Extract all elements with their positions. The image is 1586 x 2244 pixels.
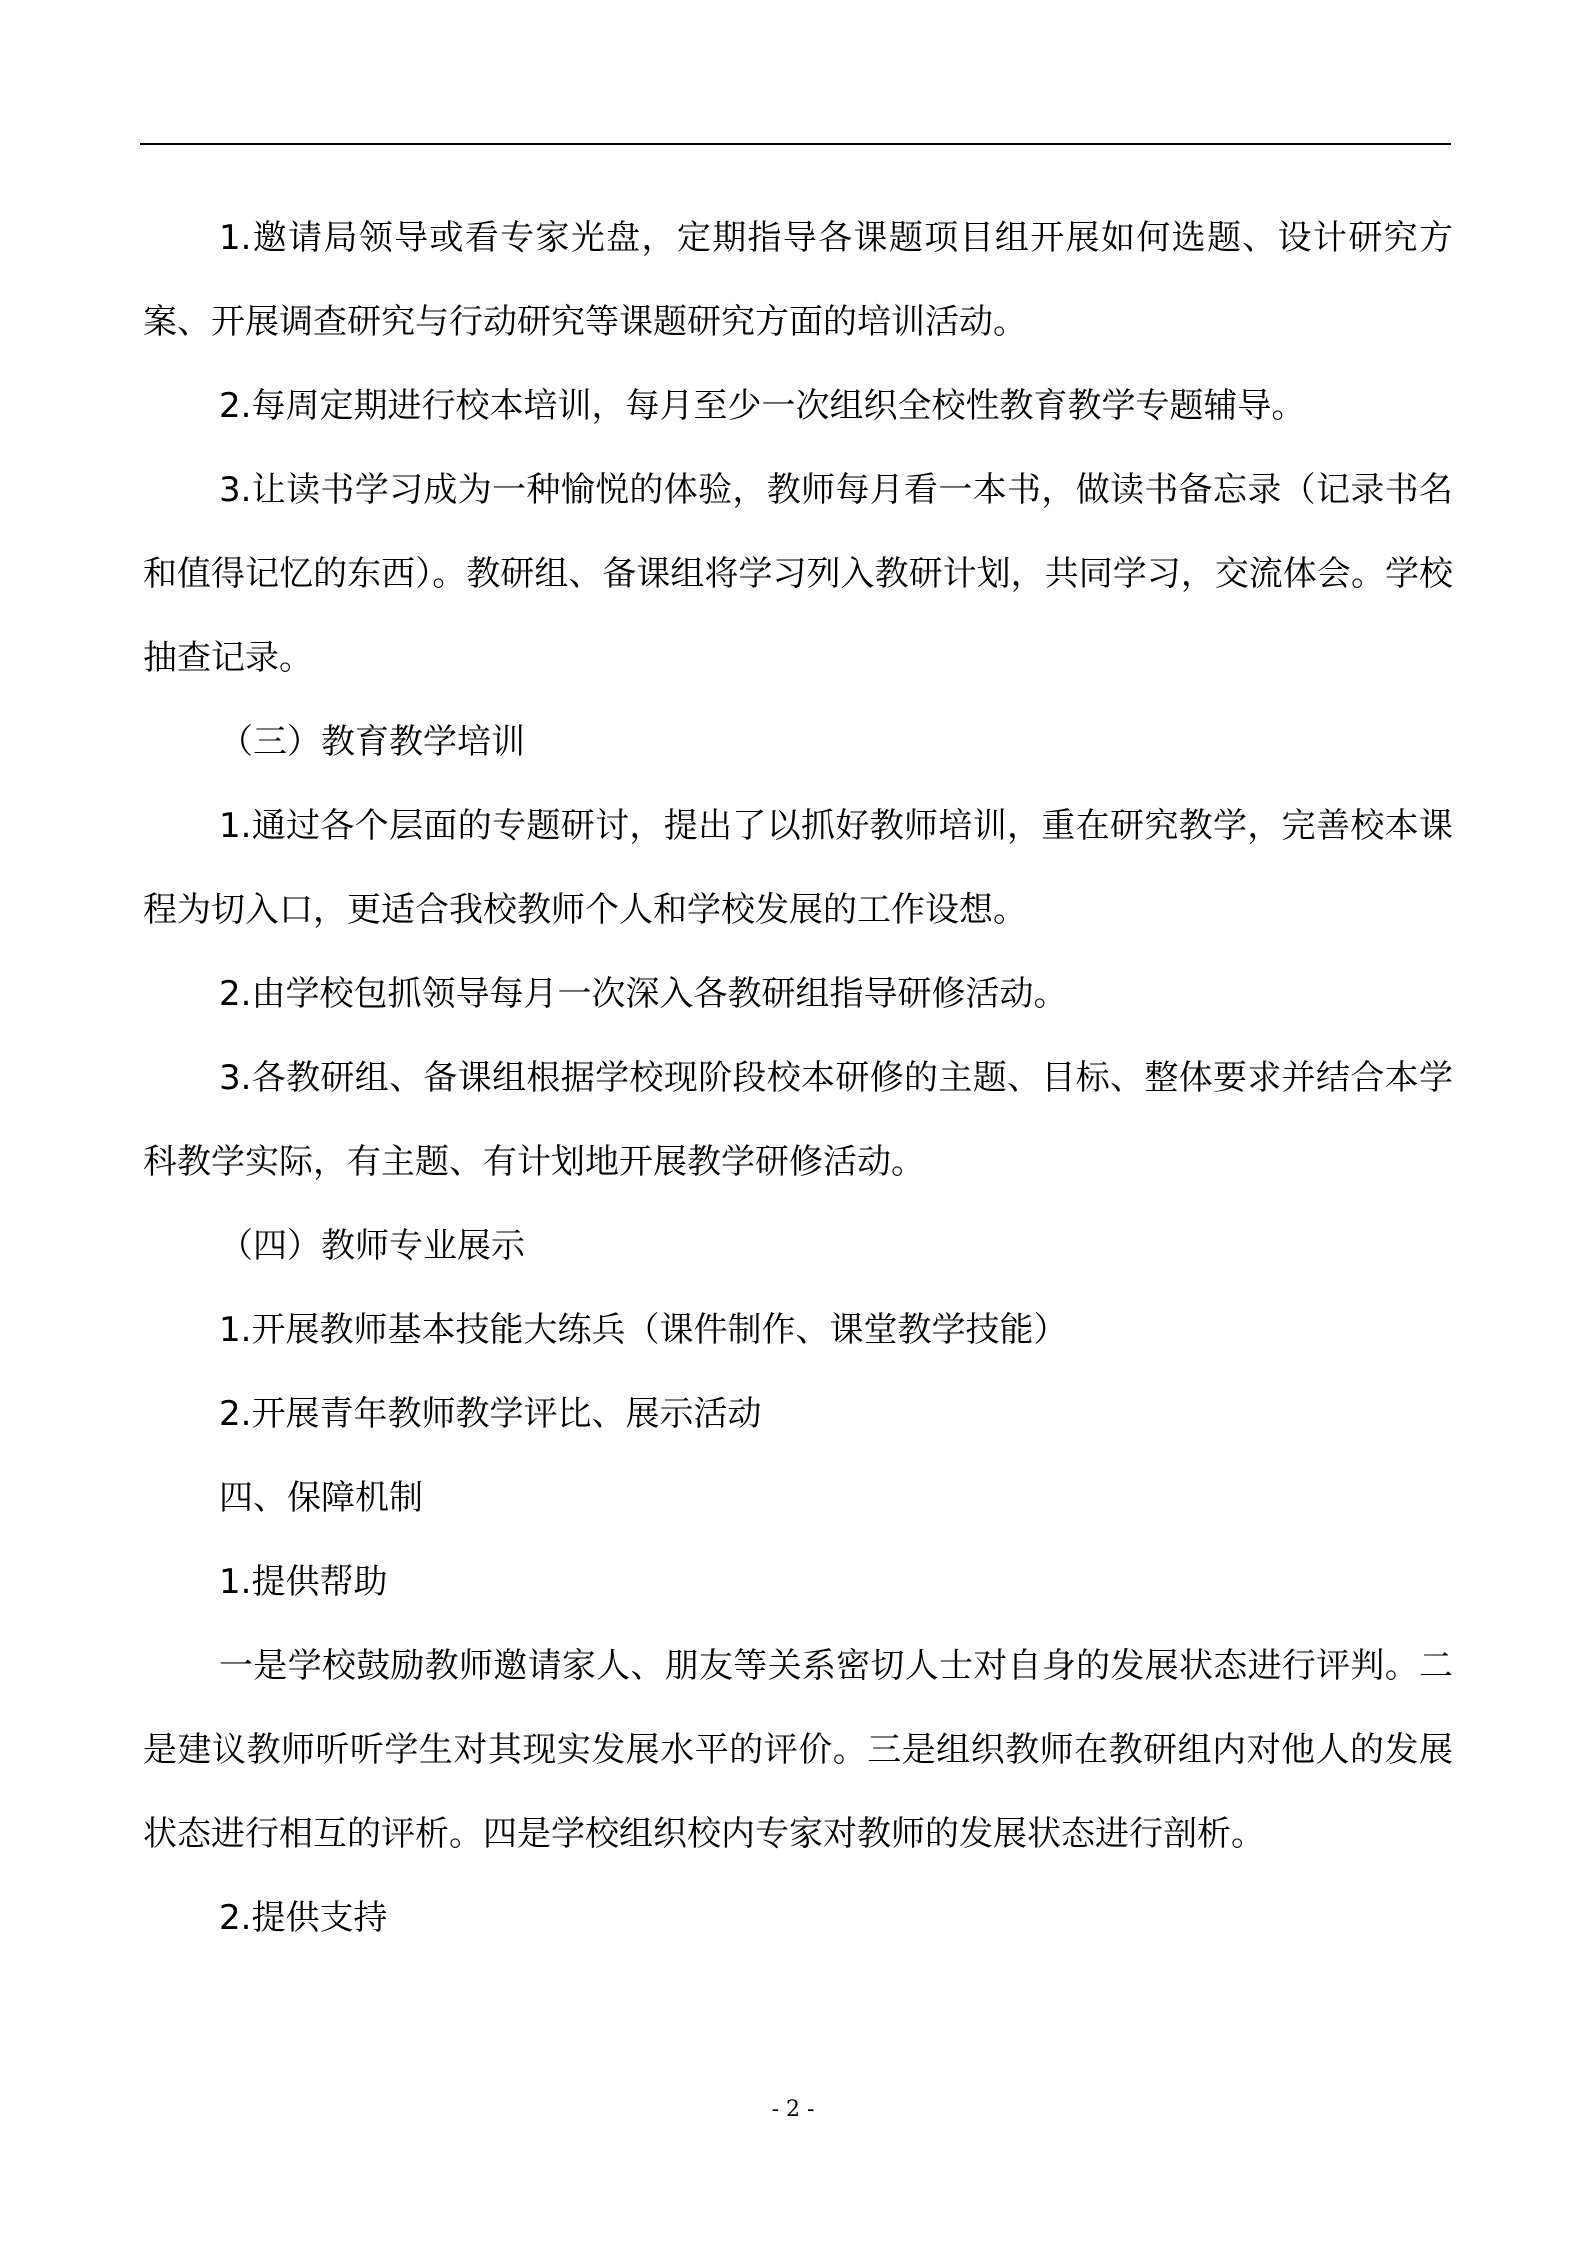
paragraph: 1.通过各个层面的专题研讨，提出了以抓好教师培训，重在研究教学，完善校本课程为切入口，更适合我校教师个人和学校发展的工作设想。 <box>143 806 1453 930</box>
chapter-heading: 四、保障机制 <box>219 1478 423 1518</box>
paragraph: 2.每周定期进行校本培训，每月至少一次组织全校性教育教学专题辅导。 <box>219 386 1306 426</box>
paragraph: 1.开展教师基本技能大练兵（课件制作、课堂教学技能） <box>219 1310 1068 1350</box>
paragraph: 2.开展青年教师教学评比、展示活动 <box>219 1394 762 1434</box>
subheading: 1.提供帮助 <box>219 1562 388 1602</box>
paragraph: 1.邀请局领导或看专家光盘，定期指导各课题项目组开展如何选题、设计研究方案、开展调查研究与行动研究等课题研究方面的培训活动。 <box>143 218 1453 342</box>
subheading: 2.提供支持 <box>219 1898 388 1938</box>
document-body <box>143 196 1453 1960</box>
section-heading: （三）教育教学培训 <box>219 722 525 762</box>
page-number: - 2 - <box>771 2097 815 2122</box>
paragraph: 3.让读书学习成为一种愉悦的体验，教师每月看一本书，做读书备忘录（记录书名和值得记忆的东西）。教研组、备课组将学习列入教研计划，共同学习，交流体会。学校抽查记录。 <box>143 470 1453 678</box>
paragraph: 2.由学校包抓领导每月一次深入各教研组指导研修活动。 <box>219 974 1068 1014</box>
section-heading: （四）教师专业展示 <box>219 1226 525 1266</box>
header-rule <box>140 143 1451 145</box>
paragraph: 一是学校鼓励教师邀请家人、朋友等关系密切人士对自身的发展状态进行评判。二是建议教师听听学生对其现实发展水平的评价。三是组织教师在教研组内对他人的发展状态进行相互的评析。四是学校组织校内专家对教师的发展状态进行剖析。 <box>143 1646 1453 1854</box>
paragraph: 3.各教研组、备课组根据学校现阶段校本研修的主题、目标、整体要求并结合本学科教学实际，有主题、有计划地开展教学研修活动。 <box>143 1058 1453 1182</box>
